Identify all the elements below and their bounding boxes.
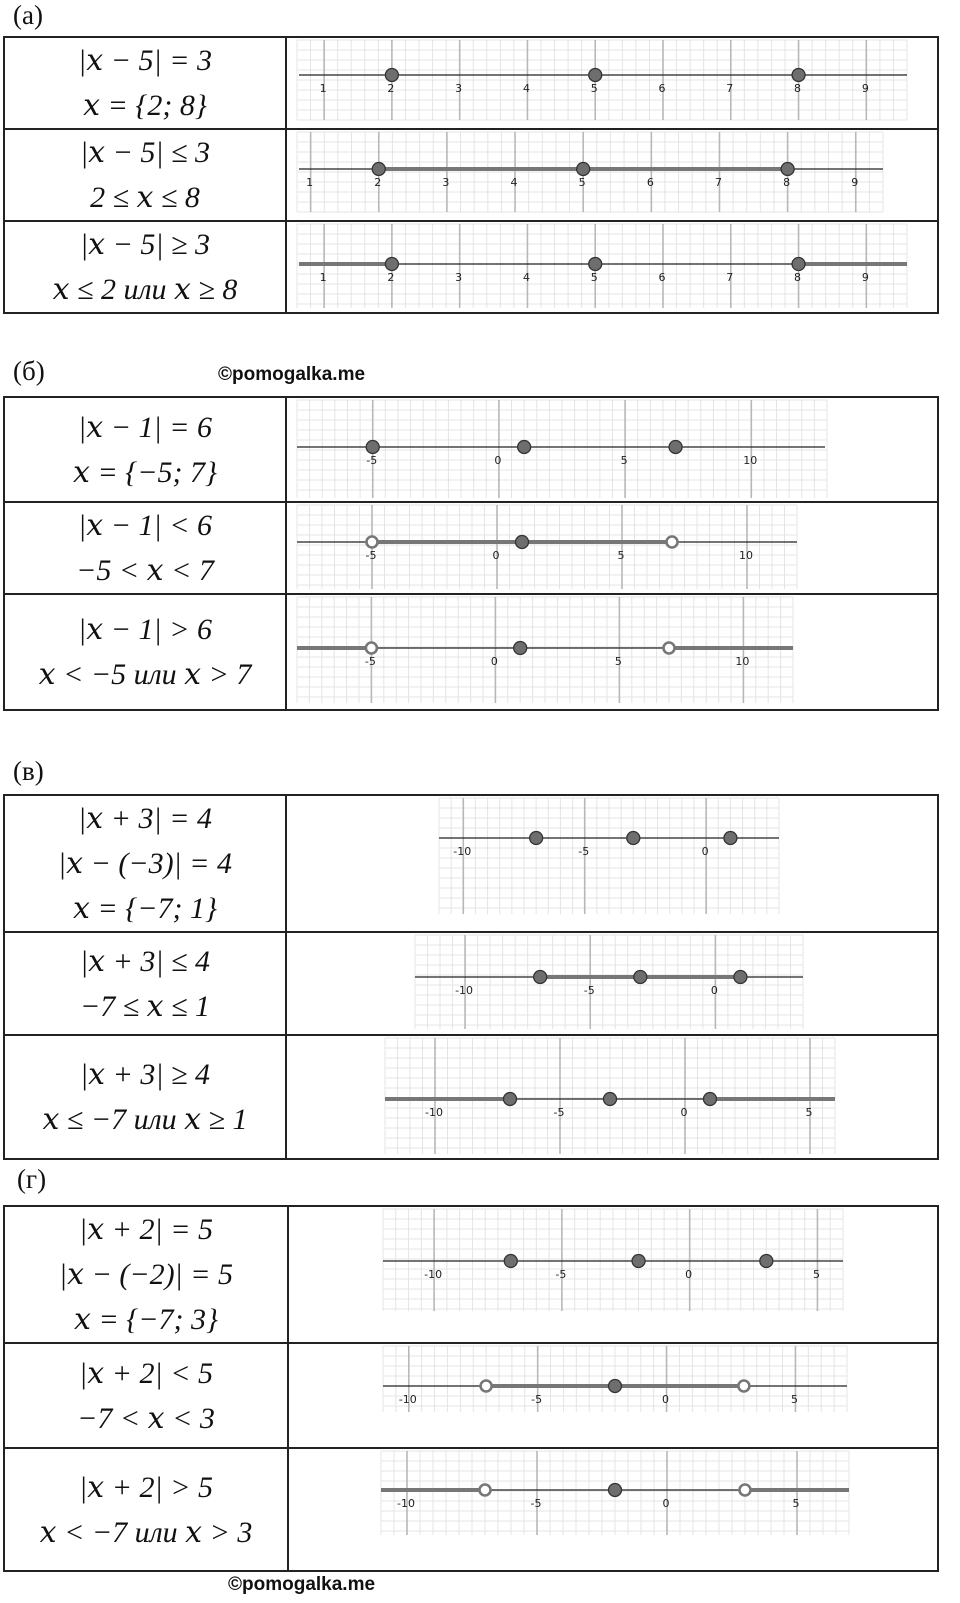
number-line — [287, 222, 937, 312]
solution-line: 𝑥 = {−5; 7} — [73, 455, 217, 489]
filled-point — [504, 1255, 517, 1268]
tick-label: 4 — [510, 176, 518, 189]
solution-line: 2 ≤ 𝑥 ≤ 8 — [90, 181, 200, 214]
tick-label: 7 — [726, 271, 734, 284]
tick-label: 5 — [790, 1393, 798, 1406]
filled-point — [604, 1093, 617, 1106]
tick-label: 0 — [490, 655, 498, 668]
equation-line: |𝑥 − 1| < 6 — [78, 509, 212, 542]
number-line-cell — [286, 502, 938, 594]
filled-point — [792, 69, 805, 82]
watermark: ©pomogalka.me — [228, 1574, 376, 1595]
tick-label: -10 — [455, 984, 474, 997]
filled-point — [634, 971, 647, 984]
open-point — [367, 537, 378, 548]
tick-label: -5 — [531, 1393, 543, 1406]
number-line — [287, 595, 937, 709]
tick-label: 0 — [701, 845, 709, 858]
number-line — [287, 933, 937, 1034]
tick-label: 3 — [455, 82, 463, 95]
equation-cell — [4, 594, 286, 710]
table-row — [4, 1448, 938, 1571]
equation-line: |𝑥 + 3| ≥ 4 — [79, 1058, 211, 1091]
table-row — [4, 932, 938, 1035]
filled-point — [589, 258, 602, 271]
solution-line: 𝑥 ≤ 2 или 𝑥 ≥ 8 — [52, 273, 238, 306]
filled-point — [669, 441, 682, 454]
open-point — [667, 537, 678, 548]
equation-line: |𝑥 − (−2)| = 5 — [58, 1258, 234, 1291]
equation-cell — [4, 129, 286, 221]
tick-label: 5 — [617, 549, 625, 562]
number-line-cell — [286, 932, 938, 1035]
tick-label: 5 — [792, 1497, 800, 1510]
equation-cell — [4, 37, 286, 129]
filled-point — [781, 163, 794, 176]
tick-label: 8 — [794, 271, 802, 284]
tick-label: 6 — [658, 82, 666, 95]
filled-point — [577, 163, 590, 176]
filled-point — [518, 441, 531, 454]
table-row — [4, 1035, 938, 1159]
solution-line: −5 < 𝑥 < 7 — [76, 554, 214, 587]
equation-cell — [4, 1035, 286, 1159]
open-point — [738, 1381, 749, 1392]
table-row — [4, 37, 938, 129]
tick-label: 9 — [861, 271, 869, 284]
equation-cell — [4, 932, 286, 1035]
number-line — [287, 38, 937, 126]
number-line-cell — [286, 397, 938, 502]
solution-line: 𝑥 ≤ −7 или 𝑥 ≥ 1 — [42, 1103, 248, 1136]
tick-label: 0 — [662, 1497, 670, 1510]
filled-point — [372, 163, 385, 176]
number-line-cell — [286, 1035, 938, 1159]
solution-line: −7 < 𝑥 < 3 — [77, 1401, 215, 1435]
equation-cell — [4, 1343, 288, 1448]
tick-label: 3 — [455, 271, 463, 284]
table-row — [4, 502, 938, 594]
filled-point — [632, 1255, 645, 1268]
tick-label: -10 — [398, 1393, 417, 1406]
filled-point — [385, 258, 398, 271]
section-table-b — [3, 396, 939, 711]
tick-label: 9 — [851, 176, 859, 189]
tick-label: 3 — [442, 176, 450, 189]
equation-cell — [4, 795, 286, 932]
tick-label: 10 — [735, 655, 750, 668]
section-label-v: (в) — [13, 756, 44, 786]
equation-cell — [4, 397, 286, 502]
tick-label: -5 — [555, 1268, 567, 1281]
section-label-a: (а) — [13, 0, 43, 30]
tick-label: 1 — [306, 176, 314, 189]
equation-cell — [4, 221, 286, 313]
table-row — [4, 1206, 938, 1343]
tick-label: -5 — [553, 1106, 565, 1119]
tick-label: -10 — [453, 845, 472, 858]
solution-line: 𝑥 = {2; 8} — [83, 89, 207, 122]
equation-line: |𝑥 − 1| > 6 — [78, 613, 212, 646]
equation-line: |𝑥 + 2| > 5 — [79, 1470, 213, 1504]
number-line — [289, 1449, 937, 1570]
tick-label: 6 — [646, 176, 654, 189]
table-row — [4, 221, 938, 313]
filled-point — [504, 1093, 517, 1106]
section-label-g: (г) — [17, 1164, 47, 1194]
number-line — [287, 796, 937, 929]
table-row — [4, 795, 938, 932]
filled-point — [760, 1255, 773, 1268]
tick-label: 0 — [494, 454, 502, 467]
open-point — [740, 1485, 751, 1496]
filled-point — [792, 258, 805, 271]
tick-label: -5 — [364, 655, 376, 668]
filled-point — [366, 441, 379, 454]
tick-label: -5 — [365, 549, 377, 562]
tick-label: 8 — [783, 176, 791, 189]
filled-point — [589, 69, 602, 82]
tick-label: 5 — [620, 454, 628, 467]
tick-label: 4 — [522, 271, 530, 284]
tick-label: 5 — [590, 271, 598, 284]
tick-label: 8 — [794, 82, 802, 95]
equation-line: |𝑥 + 3| = 4 — [78, 802, 212, 835]
tick-label: -10 — [397, 1497, 415, 1510]
tick-label: 10 — [739, 549, 753, 562]
open-point — [664, 643, 675, 654]
filled-point — [516, 536, 529, 549]
tick-label: 1 — [319, 271, 327, 284]
filled-point — [514, 642, 527, 655]
equation-cell — [4, 1448, 288, 1571]
equation-line: |𝑥 − 5| ≤ 3 — [79, 136, 211, 169]
number-line — [287, 1036, 937, 1158]
filled-point — [724, 832, 737, 845]
tick-label: 5 — [614, 655, 622, 668]
solution-line: 𝑥 < −7 или 𝑥 > 3 — [39, 1515, 253, 1549]
number-line — [287, 503, 937, 591]
number-line-cell — [286, 221, 938, 313]
tick-label: 5 — [578, 176, 586, 189]
table-row — [4, 397, 938, 502]
number-line-cell — [286, 795, 938, 932]
equation-cell — [4, 1206, 288, 1343]
section-table-a — [3, 36, 939, 314]
equation-line: |𝑥 + 3| ≤ 4 — [79, 944, 211, 978]
solution-line: −7 ≤ 𝑥 ≤ 1 — [79, 989, 211, 1023]
tick-label: 9 — [861, 82, 869, 95]
equation-line: |𝑥 + 2| = 5 — [79, 1213, 213, 1246]
tick-label: 0 — [662, 1393, 670, 1406]
equation-line: |𝑥 − (−3)| = 4 — [57, 847, 233, 880]
number-line — [289, 1344, 937, 1447]
tick-label: 0 — [685, 1268, 693, 1281]
tick-label: -10 — [425, 1106, 443, 1119]
number-line — [287, 398, 937, 501]
tick-label: 7 — [726, 82, 734, 95]
number-line — [287, 130, 937, 218]
tick-label: 6 — [658, 271, 666, 284]
tick-label: 0 — [710, 984, 718, 997]
watermark: ©pomogalka.me — [218, 364, 366, 385]
tick-label: -5 — [530, 1497, 542, 1510]
filled-point — [627, 832, 640, 845]
number-line — [289, 1207, 937, 1338]
table-row — [4, 594, 938, 710]
filled-point — [609, 1484, 622, 1497]
tick-label: -5 — [578, 845, 590, 858]
tick-label: 10 — [743, 454, 758, 467]
tick-label: 5 — [812, 1268, 820, 1281]
tick-label: 0 — [680, 1106, 688, 1119]
equation-line: |𝑥 − 1| = 6 — [78, 410, 212, 444]
filled-point — [534, 971, 547, 984]
number-line-cell — [288, 1206, 938, 1343]
tick-label: -5 — [583, 984, 595, 997]
tick-label: 4 — [522, 82, 530, 95]
filled-point — [704, 1093, 717, 1106]
equation-cell — [4, 502, 286, 594]
tick-label: -5 — [366, 454, 378, 467]
tick-label: 7 — [714, 176, 722, 189]
solution-line: 𝑥 < −5 или 𝑥 > 7 — [38, 658, 252, 691]
tick-label: 2 — [387, 82, 395, 95]
tick-label: 2 — [387, 271, 395, 284]
number-line-cell — [286, 594, 938, 710]
filled-point — [609, 1380, 622, 1393]
tick-label: 1 — [319, 82, 327, 95]
table-row — [4, 1343, 938, 1448]
number-line-cell — [288, 1448, 938, 1571]
equation-line: |𝑥 − 5| = 3 — [78, 44, 212, 77]
number-line-cell — [286, 129, 938, 221]
tick-label: 2 — [374, 176, 382, 189]
open-point — [481, 1381, 492, 1392]
section-table-v — [3, 794, 939, 1160]
solution-line: 𝑥 = {−7; 1} — [73, 892, 217, 925]
filled-point — [734, 971, 747, 984]
equation-line: |𝑥 + 2| < 5 — [79, 1356, 213, 1390]
open-point — [480, 1485, 491, 1496]
section-table-g — [3, 1205, 939, 1572]
table-row — [4, 129, 938, 221]
tick-label: 5 — [805, 1106, 813, 1119]
filled-point — [385, 69, 398, 82]
equation-line: |𝑥 − 5| ≥ 3 — [79, 228, 211, 261]
open-point — [366, 643, 377, 654]
tick-label: -10 — [424, 1268, 443, 1281]
section-label-b: (б) — [13, 356, 45, 386]
number-line-cell — [288, 1343, 938, 1448]
filled-point — [530, 832, 543, 845]
tick-label: 5 — [590, 82, 598, 95]
number-line-cell — [286, 37, 938, 129]
tick-label: 0 — [492, 549, 500, 562]
solution-line: 𝑥 = {−7; 3} — [74, 1303, 218, 1336]
